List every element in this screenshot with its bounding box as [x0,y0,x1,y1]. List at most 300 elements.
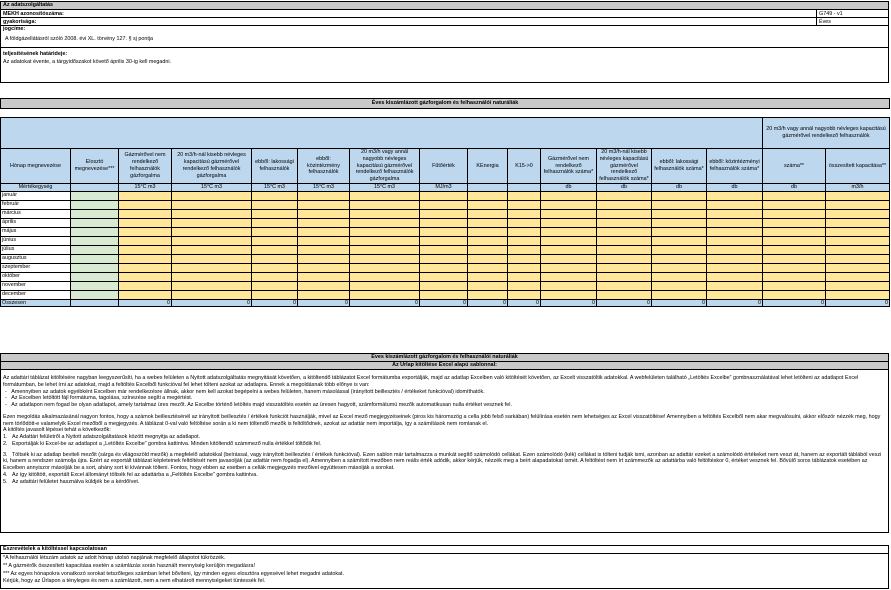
input-cell[interactable] [298,263,350,272]
input-cell[interactable] [71,200,119,209]
input-cell[interactable] [508,272,541,281]
total-cell: 0 [597,299,652,307]
input-cell[interactable] [71,290,119,299]
input-cell[interactable] [252,236,298,245]
input-cell[interactable] [298,200,350,209]
input-cell[interactable] [508,281,541,290]
input-cell[interactable] [541,263,597,272]
input-cell[interactable] [350,263,420,272]
input-cell[interactable] [350,254,420,263]
unit-cell: 15°C m3 [252,183,298,191]
total-cell: 0 [252,299,298,307]
input-cell[interactable] [119,227,172,236]
input-cell[interactable] [298,209,350,218]
input-cell[interactable] [468,272,508,281]
month-label: október [1,272,71,281]
input-cell[interactable] [508,218,541,227]
mekh-value: G749 - v1 [816,10,888,17]
total-cell: 0 [541,299,597,307]
data-table [0,98,890,307]
input-cell[interactable] [597,272,652,281]
input-cell[interactable] [350,281,420,290]
input-cell[interactable] [763,236,826,245]
unit-cell: 15°C m3 [172,183,252,191]
input-cell[interactable] [541,227,597,236]
column-header-row [1,149,890,184]
input-cell[interactable] [597,218,652,227]
input-cell[interactable] [298,254,350,263]
col-header: 20 m3/h vagy annál nagyobb névleges kapacitású gázmérővel rendelkező felhasználók gázforgalma [350,149,420,184]
col-header: Gázmérővel nem rendelkező felhasználók száma* [541,149,597,184]
input-cell[interactable] [298,236,350,245]
input-cell[interactable] [172,272,252,281]
input-cell[interactable] [172,218,252,227]
input-cell[interactable] [597,245,652,254]
input-cell[interactable] [541,272,597,281]
mekh-row [1,10,888,18]
input-cell[interactable] [826,191,890,200]
input-cell[interactable] [508,254,541,263]
mekh-label: MEKH azonosítószáma: [3,11,64,17]
month-row [1,290,890,299]
freq-label: gyakorisága: [3,19,37,25]
input-cell[interactable] [508,200,541,209]
total-row [1,299,890,307]
instructions-step: 4. Az így kitöltött, exportált Excel állományt töltsék fel az adattárba a „Feltöltés Excelbe” gombra kattintva. [3,471,258,478]
input-cell[interactable] [468,281,508,290]
col-header: Elosztó megnevezése*** [71,149,119,184]
month-row [1,281,890,290]
input-cell[interactable] [298,218,350,227]
unit-cell: MJ/m3 [420,183,468,191]
input-cell[interactable] [826,236,890,245]
input-cell[interactable] [119,200,172,209]
total-cell: 0 [652,299,707,307]
total-cell: 0 [420,299,468,307]
input-cell[interactable] [71,209,119,218]
input-cell[interactable] [420,290,468,299]
month-label: április [1,218,71,227]
input-cell[interactable] [707,263,763,272]
col-header: ebből: lakossági felhasználók száma* [652,149,707,184]
input-cell[interactable] [707,254,763,263]
input-cell[interactable] [652,218,707,227]
col-header: Gázmérővel nem rendelkező felhasználók gázforgalma [119,149,172,184]
unit-cell: 15°C m3 [119,183,172,191]
total-cell: 0 [707,299,763,307]
col-header: Fűtőérték [420,149,468,184]
unit-cell: db [597,183,652,191]
col-header: száma** [763,149,826,184]
input-cell[interactable] [71,254,119,263]
input-cell[interactable] [468,227,508,236]
total-cell: 0 [826,299,890,307]
unit-cell: m3/h [826,183,890,191]
month-row [1,227,890,236]
instructions-step: 1. Az Adattári felületről a Nyitott adatszolgáltatások között megnyitja az adatlapot. [3,434,201,440]
input-cell[interactable] [508,236,541,245]
bullet-text: Amennyiben az adatok egyébként Excelben már rendelkezésre állnak, akkor nem kell azokat begépelni a webes felületen, hanem másolással (irányított beillesztés / értékeket funkcióval) idomíthatók. [11,388,485,395]
input-cell[interactable] [707,227,763,236]
notes-section [0,545,889,589]
input-cell[interactable] [172,245,252,254]
total-cell: 0 [172,299,252,307]
instructions-bullet: - Az Excelben letöltött fájl formátuma, tagolása, színezése segíti a megértést. [5,395,193,402]
instructions-bullet: - Az adatlapon nem fogad be olyan adatlapot, amely tartalmaz üres mezőt. Az Excelbe történő letöltés majd visszatöltés esetén az üresen hagyott, számformátumú mezők automatikusan nulla értéket vesznek fel. [5,402,512,408]
input-cell[interactable] [508,263,541,272]
input-cell[interactable] [541,191,597,200]
input-cell[interactable] [172,200,252,209]
unit-cell [71,183,119,191]
input-cell[interactable] [597,209,652,218]
meta-section-title: Az adatszolgáltatás [1,2,888,10]
input-cell[interactable] [252,281,298,290]
input-cell[interactable] [652,227,707,236]
total-cell: 0 [350,299,420,307]
input-cell[interactable] [252,263,298,272]
unit-cell [508,183,541,191]
input-cell[interactable] [252,218,298,227]
unit-cell: db [541,183,597,191]
month-label: május [1,227,71,236]
input-cell[interactable] [707,281,763,290]
input-cell[interactable] [541,200,597,209]
input-cell[interactable] [420,245,468,254]
input-cell[interactable] [350,227,420,236]
input-cell[interactable] [652,200,707,209]
input-cell[interactable] [119,281,172,290]
input-cell[interactable] [597,290,652,299]
input-cell[interactable] [298,281,350,290]
input-cell[interactable] [420,218,468,227]
input-cell[interactable] [172,281,252,290]
instructions-step: 3. Töltsék ki az adatlap beviteli mezőit (sárga és világoszöld mezők) a megfelelő adatokkal (beírással, vagy irányított beillesztés / értékek funkcióval). Ezen sablon már tartalmazza a munkát segítő számolódó cellákat. Ezen számolódó (kék) cellákat is tölteni tudják ismi, azonban az adattár ezeket a számolódó értékeket nem veszi át, hanem az exportált táblából veszi ki, hanem a rendszer számolja újra. Ezért az exportált táblázat képleteinek feltöltését nem javasolják (az adattár nem fogadja el). Amennyiben a számított mezőben nem reális érték adódik, akkor kérjük, nézzék meg a beírt alapadatokat ismét. A feltöltést nem írt számmezők az adattárba való feltöltéskor 0, értéket vesznek fel. Bővülő soros táblázatok esetében az Excelben annyiszor másolják be a sort, ahány sort ki kívánnak tölteni. Fontos, hogy ebben az esetben a cellák megjegyzés mezőivel együttesen másolják a sorokat. [3,451,882,471]
input-cell[interactable] [763,290,826,299]
input-cell[interactable] [298,245,350,254]
input-cell[interactable] [597,281,652,290]
input-cell[interactable] [652,263,707,272]
input-cell[interactable] [652,281,707,290]
input-cell[interactable] [350,236,420,245]
input-cell[interactable] [119,290,172,299]
input-cell[interactable] [826,200,890,209]
instructions-paragraph: Az adattári táblázat kitöltésére nagyban leegyszerűsíti, ha a webes felületen a Nyitott adatszolgáltatás megnyitását követően, a kitöltendő táblázatot Excel formátumba exportálják, majd az adatlap Excelben való kitöltését követően, az Excelt visszatöltik adatokkal. A webfelületen található „Letöltés Excelbe” gombnasználatával lehet letölteni az adatlapot Excel formátumban, be lehet írni az adatokat, majd a feltöltés Excelből funkcióval fel lehet tölteni azokat az adatlapra. Ennek a megoldásnak több előnye is van: [3,375,859,388]
input-cell[interactable] [252,290,298,299]
input-cell[interactable] [252,245,298,254]
input-cell[interactable] [420,272,468,281]
col-header: összesített kapacitása** [826,149,890,184]
input-cell[interactable] [119,218,172,227]
input-cell[interactable] [172,236,252,245]
step-text: Töltsék ki az adatlap beviteli mezőit (sárga és világoszöld mezők) a megfelelő adatokkal (beírással, vagy irányított beillesztés / értékek funkcióval). Ezen sablon már tartalmazza a munkát segítő számolódó cellákat. Ezen számolódó (kék) cellákat is tölteni tudják ismi, azonban az adattár ezeket a számolódó értékeket nem veszi át, hanem az exportált táblából veszi ki, hanem a rendszer számolja újra. Ezért az exportált táblázat képleteinek feltöltését nem javasolják (az adattár nem fogadja el). Amennyiben a számított mezőben nem reális érték adódik, akkor kérjük, nézzék meg a beírt alapadatokat ismét. A feltöltést nem írt számmezők az adattárba való feltöltéskor 0, értéket vesznek fel. Bővülő soros táblázatok esetében az Excelben annyiszor másolják be a sort, ahány sort ki kívánnak tölteni. Fontos, hogy ebben az esetben a cellák megjegyzés mezőivel együttesen másolják a sorokat. [3,451,882,471]
input-cell[interactable] [172,254,252,263]
month-row [1,263,890,272]
input-cell[interactable] [541,245,597,254]
input-cell[interactable] [119,272,172,281]
input-cell[interactable] [652,245,707,254]
instructions-bullet: - Amennyiben az adatok egyébként Excelben már rendelkezésre állnak, akkor nem kell azokat begépelni a webes felületen, hanem másolással (irányított beillesztés / értékeket funkcióval) idomíthatók. [5,388,485,395]
col-header: ebből: közintézmény felhasználók [298,149,350,184]
input-cell[interactable] [508,209,541,218]
total-blank [71,299,119,307]
input-cell[interactable] [707,236,763,245]
input-cell[interactable] [597,227,652,236]
input-cell[interactable] [763,227,826,236]
total-label: Összesen [1,299,71,307]
input-cell[interactable] [541,290,597,299]
month-row [1,272,890,281]
instructions-paragraph: A kitöltés javasolt lépései tehát a következők: [3,427,111,434]
input-cell[interactable] [71,218,119,227]
input-cell[interactable] [71,263,119,272]
input-cell[interactable] [707,218,763,227]
input-cell[interactable] [707,245,763,254]
input-cell[interactable] [826,281,890,290]
month-label: február [1,200,71,209]
step-text: Az adattári felületet használva küldjék be a kérdőívet. [12,478,140,485]
month-row [1,254,890,263]
deadline-row [1,48,888,83]
input-cell[interactable] [541,209,597,218]
month-label: december [1,290,71,299]
input-cell[interactable] [652,209,707,218]
unit-cell [468,183,508,191]
input-cell[interactable] [508,290,541,299]
input-cell[interactable] [420,263,468,272]
month-label: június [1,236,71,245]
input-cell[interactable] [763,218,826,227]
input-cell[interactable] [541,236,597,245]
month-row [1,200,890,209]
unit-row [1,183,890,191]
input-cell[interactable] [172,227,252,236]
input-cell[interactable] [71,272,119,281]
month-label: január [1,191,71,200]
col-header: ebből: közintézményi felhasználók száma* [707,149,763,184]
unit-cell: db [652,183,707,191]
input-cell[interactable] [763,200,826,209]
input-cell[interactable] [652,254,707,263]
input-cell[interactable] [119,254,172,263]
deadline-label: teljesítésének határideje: [3,51,68,57]
unit-cell: db [763,183,826,191]
total-cell: 0 [298,299,350,307]
input-cell[interactable] [652,272,707,281]
input-cell[interactable] [172,209,252,218]
input-cell[interactable] [597,200,652,209]
instructions-step: 2. Exportálják ki Excel-be az adatlapot a „Letöltés Excelbe” gombra kattintva. Minden kitöltendő számmező nulla értékkel töltődik fel. [3,440,322,447]
input-cell[interactable] [826,290,890,299]
total-cell: 0 [508,299,541,307]
month-label: július [1,245,71,254]
input-cell[interactable] [71,191,119,200]
input-cell[interactable] [541,218,597,227]
input-cell[interactable] [252,200,298,209]
bullet-text: Az Excelben letöltött fájl formátuma, tagolása, színezése segíti a megértést. [11,395,193,402]
input-cell[interactable] [763,254,826,263]
input-cell[interactable] [707,272,763,281]
note-line: *A felhasználói létszám adatok az adott hónap utolsó napjának megfelelő állapotot tükrözzék. [3,555,226,561]
input-cell[interactable] [707,200,763,209]
table-title: Éves kiszámlázott gázforgalom és felhasználói naturáliák [1,99,890,109]
step-text: Az így kitöltött, exportált Excel állományt töltsék fel az adattárba a „Feltöltés Excelbe” gombra kattintva. [12,471,258,478]
input-cell[interactable] [652,236,707,245]
input-cell[interactable] [119,245,172,254]
month-row [1,218,890,227]
instructions-step: 5. Az adattári felületet használva küldjék be a kérdőívet. [3,478,140,485]
input-cell[interactable] [420,209,468,218]
month-row [1,245,890,254]
freq-value: Éves [816,18,888,25]
step-text: Exportálják ki Excel-be az adatlapot a „Letöltés Excelbe” gombra kattintva. Minden kitöltendő számmező nulla értékkel töltődik fel. [12,440,322,447]
input-cell[interactable] [707,290,763,299]
input-cell[interactable] [350,209,420,218]
input-cell[interactable] [172,191,252,200]
input-cell[interactable] [826,227,890,236]
step-text: Az Adattári felületről a Nyitott adatszolgáltatások között megnyitja az adatlapot. [12,434,201,440]
legal-label: jogcíme: [3,26,26,32]
instructions-paragraph: Ezen megoldás alkalmazásánál nagyon fontos, hogy a számok beillesztésénél az irányított beillesztés / értékek funkciót használják, mivel az Excel mező megjegyzéseinek (piros kis háromszög a cella jobb felső sarkában) felülírása esetén nem lehetséges az Excel visszatöltése! Amennyiben a feltöltés Excelből nem akar megvalósulni, akkor először nézzék meg, hogy nem törlődött-e valamelyik Excel mezőből a megjegyzés. A táblázat 0-val való feltöltése során a ki nem töltendő mezők is feltöltődnek, azokat az adattár nem importálja, így a számítások nem romlanak el. [3,413,881,427]
note-line: Kérjük, hogy az Űrlapon a tényleges és nem a számlázott, nem a nem elhatárolt mennyiségeket tüntessék fel. [3,578,266,585]
input-cell[interactable] [350,191,420,200]
input-cell[interactable] [763,263,826,272]
col-header: K15->0 [508,149,541,184]
input-cell[interactable] [350,290,420,299]
month-label: november [1,281,71,290]
input-cell[interactable] [541,254,597,263]
data-table-section [0,98,889,307]
input-cell[interactable] [763,272,826,281]
input-cell[interactable] [119,263,172,272]
input-cell[interactable] [252,227,298,236]
input-cell[interactable] [468,218,508,227]
input-cell[interactable] [468,290,508,299]
col-header: ebből: lakossági felhasználók [252,149,298,184]
input-cell[interactable] [707,191,763,200]
input-cell[interactable] [298,191,350,200]
input-cell[interactable] [652,290,707,299]
input-cell[interactable] [826,272,890,281]
col-header: 20 m3/h-nál kisebb névleges kapacitású gázmérővel rendelkező felhasználók gázforgalma [172,149,252,184]
month-row [1,236,890,245]
input-cell[interactable] [172,263,252,272]
input-cell[interactable] [420,281,468,290]
freq-row [1,18,888,26]
col-header: Hónap megnevezése [1,149,71,184]
input-cell[interactable] [252,254,298,263]
input-cell[interactable] [597,254,652,263]
input-cell[interactable] [350,218,420,227]
month-row [1,191,890,200]
month-label: szeptember [1,263,71,272]
input-cell[interactable] [420,191,468,200]
input-cell[interactable] [350,200,420,209]
input-cell[interactable] [597,263,652,272]
input-cell[interactable] [71,236,119,245]
total-cell: 0 [468,299,508,307]
input-cell[interactable] [298,290,350,299]
unit-cell: 15°C m3 [350,183,420,191]
input-cell[interactable] [172,290,252,299]
input-cell[interactable] [252,272,298,281]
meta-section [0,1,889,83]
input-cell[interactable] [826,218,890,227]
input-cell[interactable] [468,245,508,254]
input-cell[interactable] [763,245,826,254]
spacer-row [1,109,890,118]
input-cell[interactable] [468,236,508,245]
total-cell: 0 [119,299,172,307]
input-cell[interactable] [468,209,508,218]
input-cell[interactable] [298,227,350,236]
unit-cell: 15°C m3 [298,183,350,191]
legal-value: A földgázellátásról szóló 2008. évi XL. törvény 127. § sj pontja [5,35,154,42]
input-cell[interactable] [468,191,508,200]
month-rows [1,191,890,299]
input-cell[interactable] [826,209,890,218]
input-cell[interactable] [763,191,826,200]
input-cell[interactable] [420,254,468,263]
group-header: 20 m3/h vagy annál nagyobb névleges kapacitású gázmérővel rendelkező felhasználók [763,118,890,149]
input-cell[interactable] [826,245,890,254]
input-cell[interactable] [826,263,890,272]
input-cell[interactable] [508,191,541,200]
month-row [1,209,890,218]
col-header: 20 m3/h-nál kisebb névleges kapacitású gázmérővel rendelkező felhasználók száma* [597,149,652,184]
input-cell[interactable] [707,209,763,218]
input-cell[interactable] [597,236,652,245]
instructions-title: Éves kiszámlázott gázforgalom és felhasználói naturáliák [1,354,888,362]
instructions-subtitle: Az Űrlap kitöltése Excel alapú sablonnal: [1,362,888,370]
legal-row [1,26,888,48]
input-cell[interactable] [71,281,119,290]
bullet-text: Az adatlapon nem fogad be olyan adatlapot, amely tartalmaz üres mezőt. Az Excelbe történő letöltés majd visszatöltés esetén az üresen hagyott, számformátumú mezők automatikusan nulla értéket vesznek fel. [11,402,512,408]
instructions-section [0,353,889,533]
input-cell[interactable] [508,245,541,254]
notes-title: Észrevételek a kitöltéssel kapcsolatosan [1,546,888,554]
note-line: ** A gázmérők összesített kapacitása esetén a számlázás során használt mennyiség kerüljön megadásra! [3,562,255,569]
input-cell[interactable] [508,227,541,236]
input-cell[interactable] [119,209,172,218]
input-cell[interactable] [71,245,119,254]
input-cell[interactable] [420,236,468,245]
input-cell[interactable] [826,254,890,263]
input-cell[interactable] [119,236,172,245]
input-cell[interactable] [252,191,298,200]
input-cell[interactable] [763,281,826,290]
input-cell[interactable] [763,209,826,218]
input-cell[interactable] [298,272,350,281]
input-cell[interactable] [71,227,119,236]
unit-cell: db [707,183,763,191]
month-label: augusztus [1,254,71,263]
input-cell[interactable] [468,254,508,263]
total-cell: 0 [763,299,826,307]
input-cell[interactable] [652,191,707,200]
input-cell[interactable] [350,272,420,281]
input-cell[interactable] [597,191,652,200]
input-cell[interactable] [252,209,298,218]
input-cell[interactable] [468,263,508,272]
input-cell[interactable] [420,227,468,236]
input-cell[interactable] [350,245,420,254]
input-cell[interactable] [541,281,597,290]
input-cell[interactable] [468,200,508,209]
note-line: *** Az egyes hónapokra vonatkozó sorokat tetszőleges számban lehet bővíteni, így minden egyes elosztóra egyesével lehet megadni adatokat. [3,570,345,577]
input-cell[interactable] [119,191,172,200]
input-cell[interactable] [420,200,468,209]
col-header: KEnergia [468,149,508,184]
